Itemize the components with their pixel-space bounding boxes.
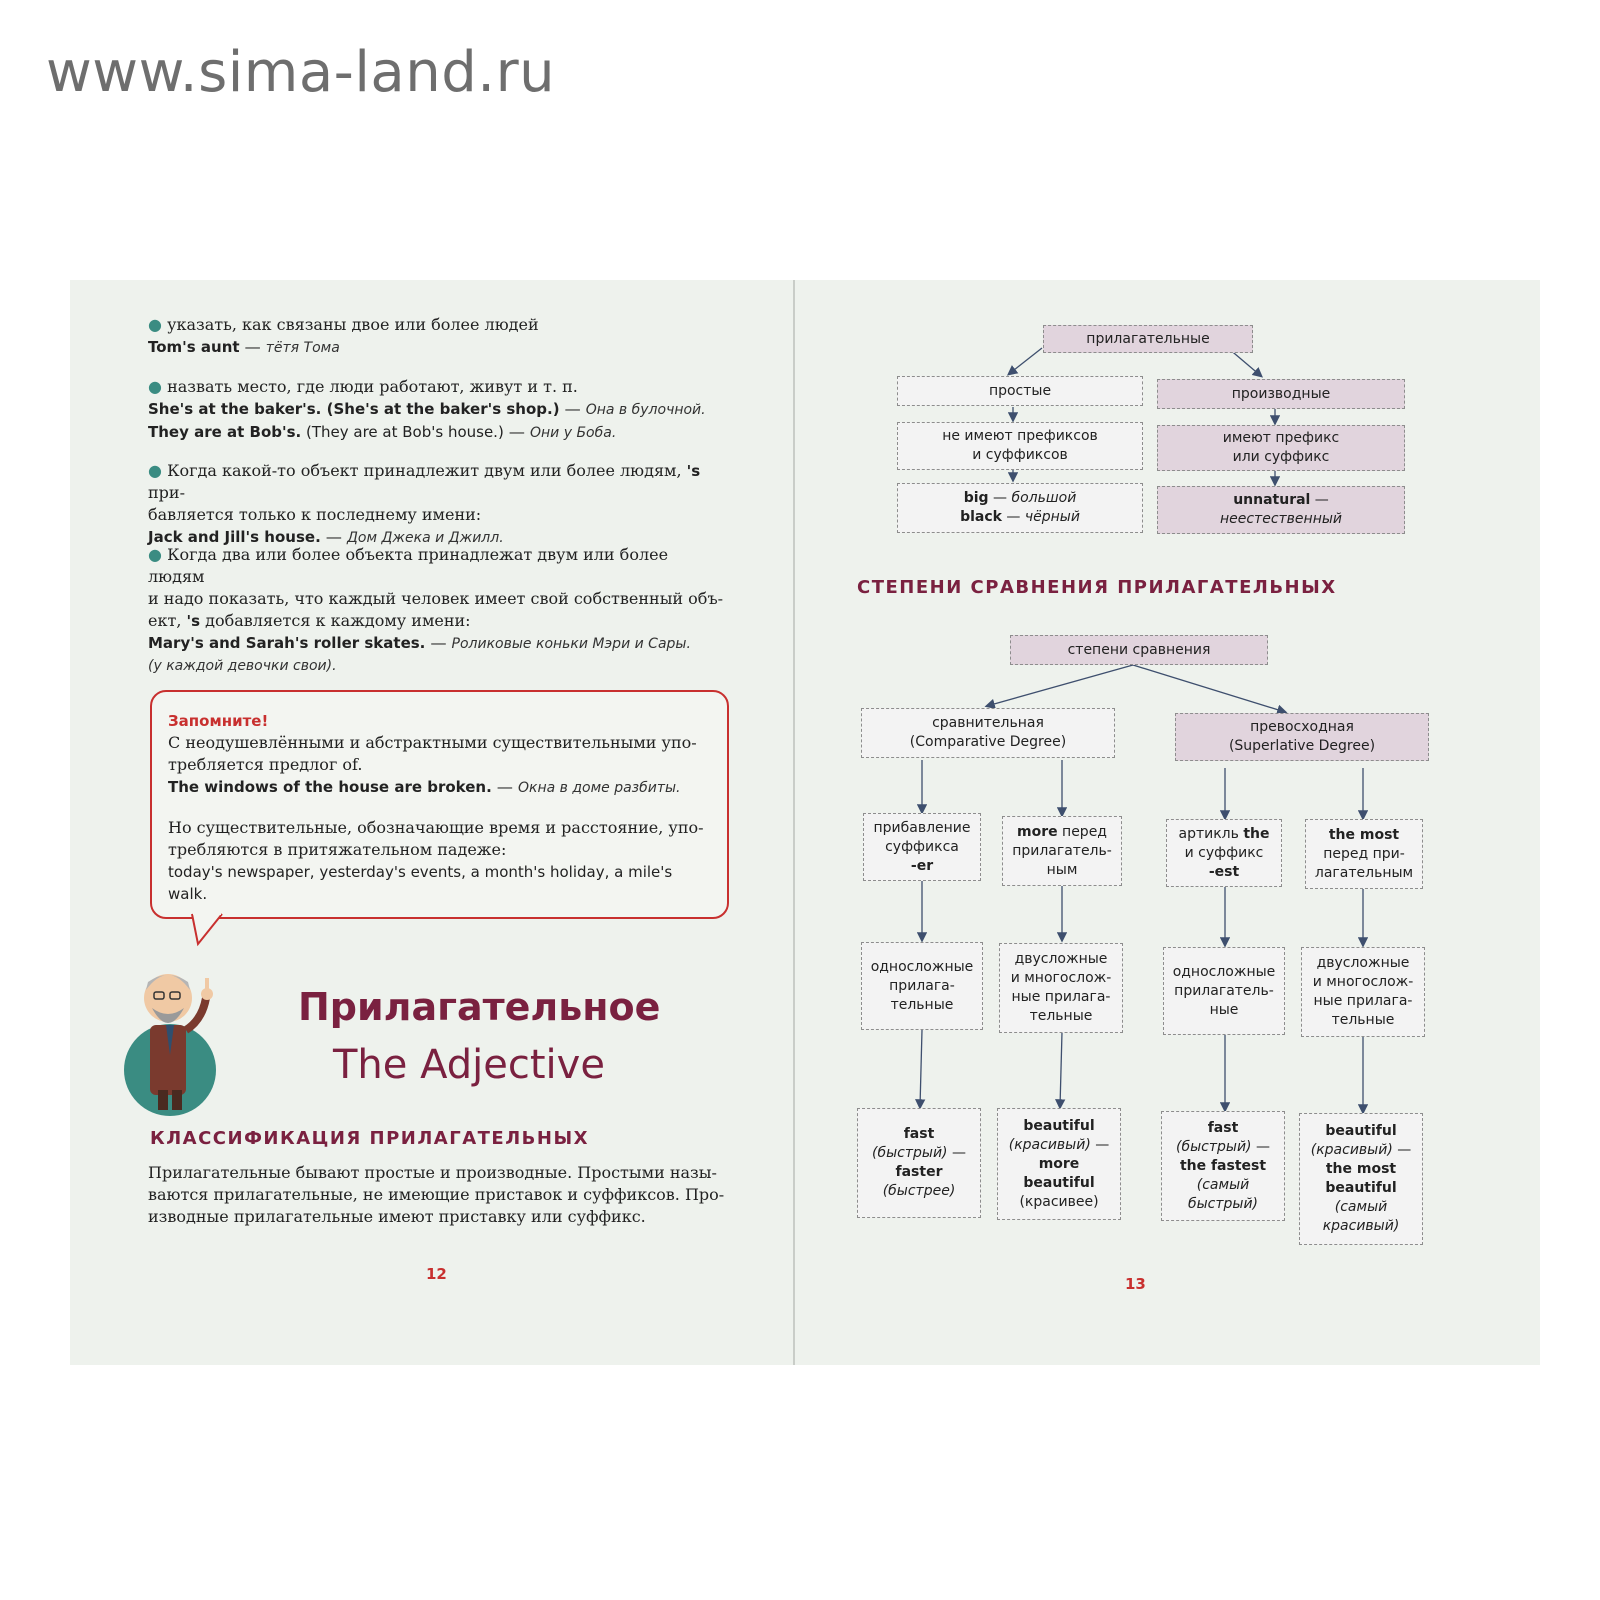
node-label: и многослож- <box>1312 974 1414 990</box>
node-label: прибавление <box>873 819 971 836</box>
node-label: перед при- <box>1323 845 1405 862</box>
node-label: перед <box>1057 823 1107 840</box>
example-ru: (красивый) <box>1310 1142 1393 1158</box>
example-ru: большой <box>1011 490 1077 506</box>
callout-header: Запомните! <box>168 712 269 730</box>
dash: — <box>1397 1142 1412 1158</box>
bullet-text: Когда какой-то объект принадлежит двум или более людям, <box>167 461 687 480</box>
example-en: faster <box>895 1164 943 1180</box>
example-en: Mary's and Sarah's roller skates. <box>148 634 426 652</box>
example-ru: (быстрее) <box>882 1183 956 1199</box>
bullet-text-cont: ект, <box>148 611 187 630</box>
bullet-text: Когда два или более объекта принадлежат двум или более людям <box>148 545 669 586</box>
example-ru: тётя Тома <box>265 340 340 356</box>
dash: — <box>239 337 266 356</box>
paragraph-line: изводные прилагательные имеют приставку или суффикс. <box>148 1207 646 1226</box>
node-label: лагательным <box>1314 864 1414 881</box>
node-comparative <box>861 708 1115 758</box>
example-ru: Дом Джека и Джилл. <box>346 530 504 546</box>
bullet-text-cont: и надо показать, что каждый человек имеет свой собственный объ- <box>148 589 724 608</box>
chapter-title-en: The Adjective <box>333 1042 605 1088</box>
page-number: 12 <box>426 1265 447 1283</box>
node-label: и суффиксов <box>972 447 1068 463</box>
bullet-text-cont: бавляется только к последнему имени: <box>148 505 482 524</box>
node-label: суффикса <box>885 838 959 855</box>
example-ru: неестественный <box>1219 511 1343 527</box>
example-beautiful-sup <box>1299 1113 1423 1245</box>
example-ru: Она в булочной. <box>585 402 706 418</box>
node-derived <box>1157 379 1405 409</box>
bullet-text-end: добавляется к каждому имени: <box>200 611 471 630</box>
node-label: двусложные <box>1316 955 1410 971</box>
node-derived-desc <box>1157 425 1405 471</box>
node-label: ные <box>1209 1001 1239 1018</box>
item-place: ● назвать место, где люди работают, живут и т. п. She's at the baker's. (She's at the baker's shop.) — Она в булочной. They are at Bob's. (They are at Bob's house.) — Они у Боба. <box>148 377 706 441</box>
node-label: тельные <box>1331 1012 1395 1028</box>
example-en: walk. <box>168 885 208 903</box>
example-en: more <box>1038 1155 1080 1172</box>
example-beautiful-comp <box>997 1108 1121 1220</box>
example-fast-sup <box>1161 1111 1285 1221</box>
example-en: The windows of the house are broken. <box>168 778 492 796</box>
rule-er <box>863 813 981 881</box>
example-ru: (красивее) <box>1019 1193 1099 1210</box>
chapter-title-ru: Прилагательное <box>298 985 661 1029</box>
example-en: They are at Bob's. <box>148 423 302 441</box>
node-label: (Comparative Degree) <box>909 734 1067 750</box>
classification-paragraph <box>148 1162 728 1228</box>
example-en-note: (They are at Bob's house.) <box>301 423 504 441</box>
watermark: www.sima-land.ru <box>46 40 556 105</box>
example-ru: (самый <box>1196 1176 1250 1193</box>
node-label: тельные <box>890 996 954 1013</box>
dash: — <box>951 1145 966 1161</box>
example-en: the most <box>1325 1161 1397 1177</box>
example-en: She's at the baker's. (She's at the baker's shop.) <box>148 400 560 418</box>
node-label: двусложные <box>1014 951 1108 967</box>
node-degrees <box>1010 635 1268 665</box>
rule-est <box>1166 819 1282 887</box>
example-ru: чёрный <box>1024 509 1080 525</box>
bullet-icon: ● <box>148 461 162 480</box>
node-label: -er <box>910 857 934 874</box>
node-label: the most <box>1328 826 1400 843</box>
bullet-icon: ● <box>148 545 162 564</box>
book-spread <box>70 280 1540 1365</box>
example-ru: (красивый) <box>1008 1136 1091 1153</box>
node-label: и суффикс <box>1184 844 1264 861</box>
example-note: (у каждой девочки свои). <box>148 658 337 674</box>
suffix: 's <box>686 462 701 480</box>
page-number: 13 <box>1125 1275 1146 1293</box>
node-label: степени сравнения <box>1067 641 1211 658</box>
page-12 <box>70 280 793 1365</box>
node-label: и многослож- <box>1010 970 1112 986</box>
node-label: тельные <box>1029 1008 1093 1024</box>
type-comp-mono <box>861 942 983 1030</box>
example-en: Jack and Jill's house. <box>148 528 321 546</box>
example-en: Tom's aunt <box>148 338 240 356</box>
example-ru: (самый <box>1334 1199 1388 1215</box>
example-en: black <box>960 509 1002 525</box>
example-ru: Окна в доме разбиты. <box>517 780 681 796</box>
node-simple-desc <box>897 422 1143 470</box>
callout-text: требляется предлог of. <box>168 755 363 774</box>
example-en: fast <box>903 1126 935 1142</box>
node-label: прилагатель- <box>1012 842 1112 859</box>
node-label: имеют префикс <box>1222 430 1340 446</box>
page-13 <box>795 280 1540 1365</box>
example-en: unnatural <box>1233 492 1311 508</box>
node-label: ные прилага- <box>1011 989 1111 1005</box>
node-label: не имеют префиксов <box>942 428 1098 444</box>
example-en: big <box>963 490 989 506</box>
example-fast-comp <box>857 1108 981 1218</box>
bullet-text: назвать место, где люди работают, живут и т. п. <box>167 377 578 396</box>
example-en: fast <box>1207 1119 1239 1136</box>
example-en: the fastest <box>1179 1157 1267 1174</box>
item-shared: ● Когда какой-то объект принадлежит двум или более людям, 's при- бавляется только к последнему имени: Jack and Jill's house. — Дом Джека и Джилл. <box>148 460 728 549</box>
node-label: прилагатель- <box>1174 982 1274 999</box>
type-sup-mono <box>1163 947 1285 1035</box>
example-en: beautiful <box>1023 1174 1095 1191</box>
node-superlative <box>1175 713 1429 761</box>
example-en: beautiful <box>1325 1180 1397 1196</box>
node-label: односложные <box>870 958 974 975</box>
rule-most <box>1305 819 1423 889</box>
node-label: the <box>1243 825 1270 842</box>
node-label: простые <box>988 382 1052 399</box>
paragraph-line: Прилагательные бывают простые и производные. Простыми назы- <box>148 1163 717 1182</box>
node-label: артикль <box>1178 825 1244 842</box>
node-label: ным <box>1046 861 1078 878</box>
suffix: 's <box>186 612 201 630</box>
example-ru: Они у Боба. <box>529 425 617 441</box>
node-label: прилагательные <box>1086 330 1210 347</box>
example-en: beautiful <box>1325 1123 1397 1139</box>
bullet-icon: ● <box>148 315 162 334</box>
callout-body: Запомните! С неодушевлёнными и абстрактными существительными упо- требляется предлог of. The windows of the house are broken. — Окна в доме разбиты. Но существительные, обозначающие время и расстояние, упо- требляются в притяжательном падеже: today's newspaper, yesterday's events, a month's holiday, a mile's walk. <box>168 710 713 905</box>
type-comp-poly <box>999 943 1123 1033</box>
professor-icon <box>110 920 250 1120</box>
bullet-text-end: при- <box>148 483 185 502</box>
bullet-icon: ● <box>148 377 162 396</box>
example-ru: быстрый) <box>1187 1195 1259 1212</box>
node-label: односложные <box>1172 963 1276 980</box>
section-title: КЛАССИФИКАЦИЯ ПРИЛАГАТЕЛЬНЫХ <box>150 1128 589 1149</box>
remember-callout <box>150 690 729 919</box>
bullet-text: указать, как связаны двое или более людей <box>167 315 539 334</box>
rule-more <box>1002 816 1122 886</box>
node-label: ные прилага- <box>1313 993 1413 1009</box>
item-relation <box>148 314 728 359</box>
node-label: сравнительная <box>932 715 1044 731</box>
node-label: more <box>1016 823 1058 840</box>
node-adjectives <box>1043 325 1253 353</box>
node-label: превосходная <box>1250 719 1354 735</box>
node-simple <box>897 376 1143 406</box>
type-sup-poly <box>1301 947 1425 1037</box>
example-ru: красивый) <box>1322 1218 1400 1234</box>
section-title: СТЕПЕНИ СРАВНЕНИЯ ПРИЛАГАТЕЛЬНЫХ <box>857 577 1337 598</box>
node-simple-examples: big — большой black — чёрный <box>897 483 1143 533</box>
node-label: (Superlative Degree) <box>1228 738 1376 754</box>
node-derived-example: unnatural — неестественный <box>1157 486 1405 534</box>
example-ru: (быстрый) <box>1176 1138 1252 1155</box>
callout-text: С неодушевлёнными и абстрактными существительными упо- <box>168 733 697 752</box>
node-label: прилага- <box>889 977 955 994</box>
callout-text: Но существительные, обозначающие время и расстояние, упо- <box>168 818 704 837</box>
paragraph-line: ваются прилагательные, не имеющие приставок и суффиксов. Про- <box>148 1185 725 1204</box>
dash: — <box>1255 1138 1270 1155</box>
example-ru: Роликовые коньки Мэри и Сары. <box>451 636 691 652</box>
example-ru: (быстрый) <box>872 1145 948 1161</box>
callout-text: требляются в притяжательном падеже: <box>168 840 507 859</box>
node-label: производные <box>1231 385 1331 402</box>
item-each: ● Когда два или более объекта принадлежат двум или более людям и надо показать, что каждый человек имеет свой собственный объ- ект, 's добавляется к каждому имени: Mary's and Sarah's roller skates. — Роликовые коньки Мэри и Сары. (у каждой девочки свои). <box>148 544 728 677</box>
example-en: beautiful <box>1023 1117 1095 1134</box>
example-en: today's newspaper, yesterday's events, a month's holiday, a mile's <box>168 863 673 881</box>
dash: — <box>1095 1136 1110 1153</box>
node-label: или суффикс <box>1232 449 1330 465</box>
node-label: -est <box>1208 863 1240 880</box>
